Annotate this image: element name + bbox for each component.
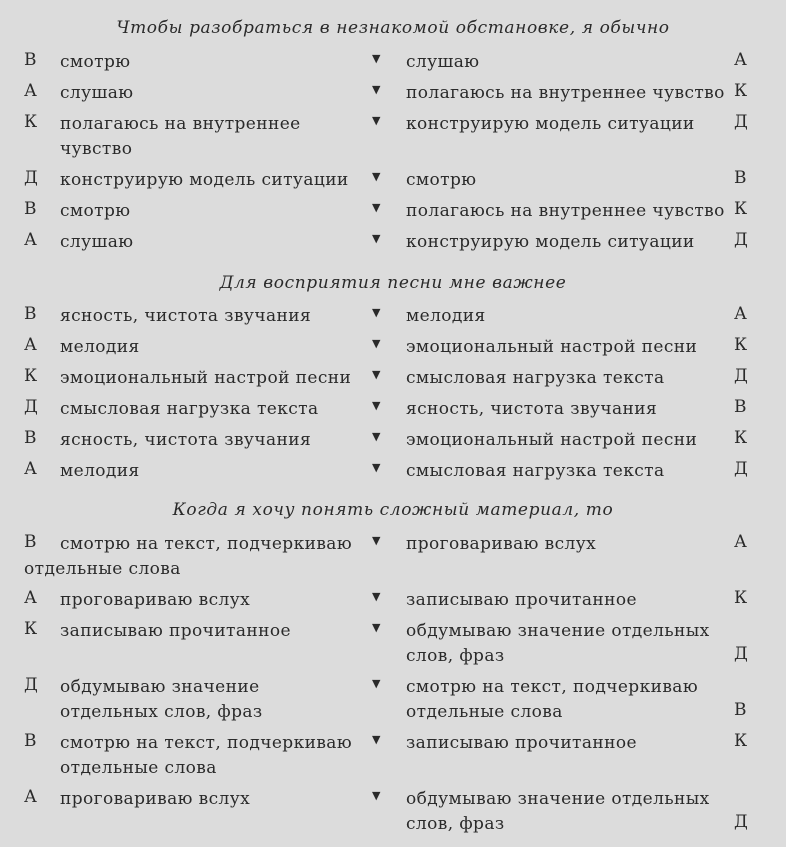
- left-letter: Д: [24, 397, 38, 417]
- right-option: полагаюсь на внутреннее чувство: [406, 201, 725, 221]
- right-letter: Д: [734, 230, 748, 250]
- right-option: ясность, чистота звучания: [406, 399, 658, 419]
- right-option: мелодия: [406, 306, 486, 326]
- left-letter: Д: [24, 168, 38, 188]
- right-option: слушаю: [406, 52, 480, 72]
- section-heading: Для восприятия песни мне важнее: [219, 273, 567, 293]
- left-letter: В: [24, 199, 37, 219]
- right-letter: К: [734, 335, 748, 355]
- left-letter: А: [24, 588, 37, 608]
- right-option: конструирую модель ситуации: [406, 114, 695, 134]
- left-option: мелодия: [60, 461, 140, 481]
- right-letter: Д: [734, 812, 748, 832]
- left-letter: К: [24, 619, 38, 639]
- left-letter: А: [24, 787, 37, 807]
- left-option: смотрю на текст, подчеркиваю отдельные слова: [24, 534, 353, 579]
- arrow-icon: ▼: [372, 621, 381, 634]
- right-letter: К: [734, 731, 748, 751]
- left-letter: А: [24, 459, 37, 479]
- arrow-icon: ▼: [372, 306, 381, 319]
- left-letter: В: [24, 50, 37, 70]
- left-letter: А: [24, 335, 37, 355]
- arrow-icon: ▼: [372, 534, 381, 547]
- left-option: проговариваю вслух: [60, 789, 251, 809]
- left-option: смотрю на текст, подчеркиваю отдельные слова: [60, 733, 353, 778]
- arrow-icon: ▼: [372, 170, 381, 183]
- left-option: ясность, чистота звучания: [60, 306, 312, 326]
- right-option: смысловая нагрузка текста: [406, 368, 665, 388]
- right-letter: В: [734, 397, 747, 417]
- left-option: полагаюсь на внутреннее чувство: [60, 114, 301, 159]
- left-option: ясность, чистота звучания: [60, 430, 312, 450]
- right-option: смысловая нагрузка текста: [406, 461, 665, 481]
- right-letter: К: [734, 588, 748, 608]
- right-option: смотрю: [406, 170, 477, 190]
- left-letter: Д: [24, 675, 38, 695]
- left-option: слушаю: [60, 232, 134, 252]
- arrow-icon: ▼: [372, 232, 381, 245]
- right-letter: Д: [734, 112, 748, 132]
- right-letter: Д: [734, 459, 748, 479]
- left-option: конструирую модель ситуации: [60, 170, 349, 190]
- left-option: обдумываю значение отдельных слов, фраз: [60, 677, 263, 722]
- left-letter: В: [24, 731, 37, 751]
- arrow-icon: ▼: [372, 368, 381, 381]
- section-heading: Чтобы разобраться в незнакомой обстановке, я обычно: [116, 18, 670, 38]
- right-letter: В: [734, 700, 747, 720]
- question-row: [0, 112, 786, 172]
- right-option: проговариваю вслух: [406, 534, 597, 554]
- arrow-icon: ▼: [372, 677, 381, 690]
- question-row: [0, 619, 786, 679]
- arrow-icon: ▼: [372, 201, 381, 214]
- left-letter: В: [24, 532, 37, 552]
- arrow-icon: ▼: [372, 337, 381, 350]
- right-option: эмоциональный настрой песни: [406, 430, 698, 450]
- left-option: проговариваю вслух: [60, 590, 251, 610]
- right-letter: К: [734, 199, 748, 219]
- arrow-icon: ▼: [372, 52, 381, 65]
- arrow-icon: ▼: [372, 83, 381, 96]
- question-row: [0, 731, 786, 791]
- arrow-icon: ▼: [372, 399, 381, 412]
- right-option: эмоциональный настрой песни: [406, 337, 698, 357]
- left-letter: К: [24, 112, 38, 132]
- left-option: смотрю: [60, 52, 131, 72]
- left-option: записываю прочитанное: [60, 621, 291, 641]
- arrow-icon: ▼: [372, 430, 381, 443]
- left-letter: В: [24, 304, 37, 324]
- left-option: смысловая нагрузка текста: [60, 399, 319, 419]
- right-option: конструирую модель ситуации: [406, 232, 695, 252]
- left-letter: В: [24, 428, 37, 448]
- left-option: слушаю: [60, 83, 134, 103]
- right-option: обдумываю значение отдельных слов, фраз: [406, 789, 710, 834]
- left-option: эмоциональный настрой песни: [60, 368, 352, 388]
- right-letter: Д: [734, 644, 748, 664]
- section-heading: Когда я хочу понять сложный материал, то: [172, 500, 614, 520]
- right-option: смотрю на текст, подчеркиваю отдельные слова: [406, 677, 699, 722]
- question-row: [0, 787, 786, 847]
- left-option: мелодия: [60, 337, 140, 357]
- right-letter: А: [734, 304, 747, 324]
- right-option: записываю прочитанное: [406, 733, 637, 753]
- right-letter: А: [734, 532, 747, 552]
- arrow-icon: ▼: [372, 461, 381, 474]
- left-letter: А: [24, 81, 37, 101]
- question-row: [0, 675, 786, 735]
- right-letter: А: [734, 50, 747, 70]
- right-letter: К: [734, 428, 748, 448]
- right-option: полагаюсь на внутреннее чувство: [406, 83, 725, 103]
- right-letter: В: [734, 168, 747, 188]
- right-letter: К: [734, 81, 748, 101]
- left-letter: А: [24, 230, 37, 250]
- arrow-icon: ▼: [372, 590, 381, 603]
- arrow-icon: ▼: [372, 114, 381, 127]
- question-row: [0, 532, 786, 592]
- left-option: смотрю: [60, 201, 131, 221]
- right-letter: Д: [734, 366, 748, 386]
- arrow-icon: ▼: [372, 733, 381, 746]
- right-option: записываю прочитанное: [406, 590, 637, 610]
- left-letter: К: [24, 366, 38, 386]
- arrow-icon: ▼: [372, 789, 381, 802]
- right-option: обдумываю значение отдельных слов, фраз: [406, 621, 710, 666]
